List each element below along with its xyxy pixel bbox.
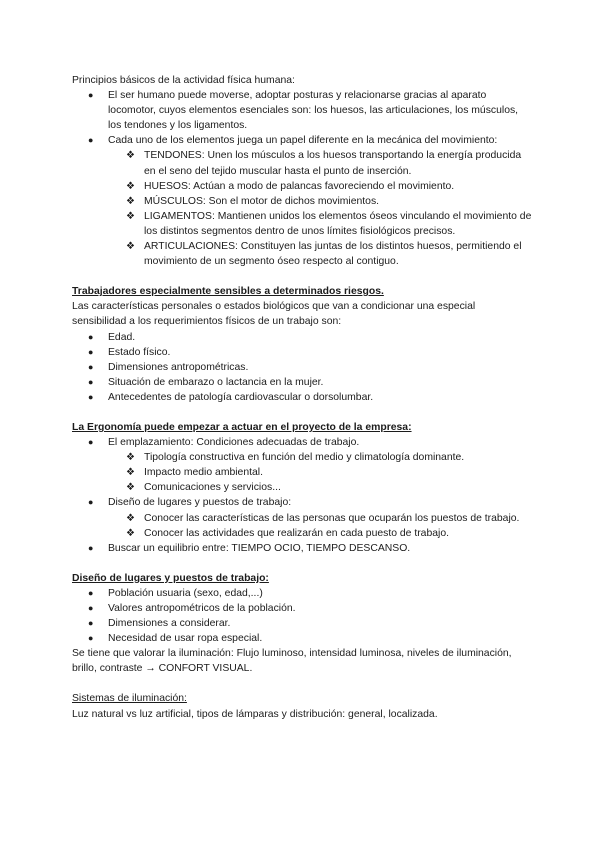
sublist [108, 511, 532, 541]
list-item-text: Dimensiones antropométricas. [108, 361, 249, 373]
section-heading-sensitive-workers: Trabajadores especialmente sensibles a determinados riesgos. [72, 286, 384, 298]
list-item-text: Estado físico. [108, 346, 171, 358]
list-item [72, 360, 532, 375]
list-item [72, 631, 532, 646]
sublist-item-text: LIGAMENTOS: Mantienen unidos los elementos óseos vinculando el movimiento de los distintos segmentos dentro de unos límites fisiológicos precisos. [144, 210, 532, 237]
diamond-icon: ❖ [126, 150, 135, 162]
diamond-icon: ❖ [126, 210, 135, 222]
bullet-icon: ● [88, 587, 94, 598]
sublist-item-text: Conocer las actividades que realizarán en cada puesto de trabajo. [144, 527, 449, 539]
intro-list [72, 88, 532, 269]
bullet-icon: ● [88, 497, 94, 508]
sublist-item-text: HUESOS: Actúan a modo de palancas favoreciendo el movimiento. [144, 180, 455, 192]
list-item [72, 375, 532, 390]
bullet-icon: ● [88, 135, 94, 146]
section-heading-ergonomics: La Ergonomía puede empezar a actuar en el proyecto de la empresa: [72, 421, 412, 433]
bullet-icon: ● [88, 618, 94, 629]
sublist-item [72, 526, 532, 541]
bullet-icon: ● [88, 603, 94, 613]
diamond-icon: ❖ [126, 467, 135, 479]
list-item-text: Diseño de lugares y puestos de trabajo: [108, 497, 292, 509]
list-item-text: Cada uno de los elementos juega un papel diferente en la mecánica del movimiento: [108, 135, 498, 147]
diamond-icon: ❖ [126, 180, 135, 192]
sublist-item-text: Tipología constructiva en función del medio y climatología dominante. [144, 452, 465, 464]
sensitive-list [72, 330, 532, 405]
list-item [72, 601, 532, 616]
ergonomics-list [72, 435, 532, 556]
section-heading-workplace-design: Diseño de lugares y puestos de trabajo: [72, 572, 269, 584]
sublist-item-text: ARTICULACIONES: Constituyen las juntas de los distintos huesos, permitiendo el movimiento de un segmento óseo respecto al contiguo. [144, 241, 522, 268]
list-item-text: Situación de embarazo o lactancia en la mujer. [108, 376, 324, 388]
lighting-systems-paragraph: Luz natural vs luz artificial, tipos de lámparas y distribución: general, localizada. [72, 708, 438, 720]
bullet-icon: ● [88, 376, 94, 387]
sublist-item [72, 209, 532, 239]
diamond-icon: ❖ [126, 482, 135, 494]
sublist-item [72, 480, 532, 495]
document-content [72, 73, 532, 722]
sublist-item [72, 511, 532, 526]
bullet-icon: ● [88, 391, 94, 402]
list-item-text: El emplazamiento: Condiciones adecuadas de trabajo. [108, 437, 360, 449]
diamond-icon: ❖ [126, 452, 135, 464]
sublist-item [72, 148, 532, 178]
list-item [72, 345, 532, 360]
list-item [72, 495, 532, 540]
diamond-icon: ❖ [126, 512, 135, 524]
diamond-icon: ❖ [126, 195, 135, 207]
list-item-text: Buscar un equilibrio entre: TIEMPO OCIO, TIEMPO DESCANSO. [108, 542, 411, 554]
list-item [72, 88, 532, 133]
bullet-icon: ● [88, 331, 94, 342]
sublist [108, 450, 532, 495]
list-item [72, 390, 532, 405]
list-item-text: Necesidad de usar ropa especial. [108, 633, 263, 645]
list-item-text: Valores antropométricos de la población. [108, 603, 296, 614]
list-item-text: Edad. [108, 331, 136, 343]
sublist-item-text: TENDONES: Unen los músculos a los huesos transportando la energía producida en el seno del tejido muscular hasta el punto de inserción. [144, 150, 522, 177]
sublist-item [72, 465, 532, 480]
list-item [72, 586, 532, 601]
sublist [108, 148, 532, 269]
bullet-icon: ● [88, 437, 94, 448]
bullet-icon: ● [88, 90, 94, 101]
sublist-item-text: Conocer las características de las personas que ocuparán los puestos de trabajo. [144, 512, 520, 524]
lighting-paragraph: Se tiene que valorar la iluminación: Flujo luminoso, intensidad luminosa, niveles de iluminación, brillo, contraste → CONFORT VISUAL. [72, 648, 512, 675]
list-item-text: Dimensiones a considerar. [108, 618, 231, 630]
sublist-item [72, 239, 532, 269]
bullet-icon: ● [88, 346, 94, 357]
sublist-item-text: Comunicaciones y servicios... [144, 482, 281, 494]
list-item [72, 616, 532, 631]
list-item-text: El ser humano puede moverse, adoptar posturas y relacionarse gracias al aparato locomotor, cuyos elementos esenciales son: los huesos, las articulaciones, los músculos, los tendones y los ligamentos. [108, 90, 519, 132]
sublist-item [72, 450, 532, 465]
sublist-item-text: Impacto medio ambiental. [144, 467, 263, 479]
sublist-item-text: MÚSCULOS: Son el motor de dichos movimientos. [144, 195, 380, 207]
sublist-item [72, 179, 532, 194]
bullet-icon: ● [88, 633, 94, 644]
list-item [72, 541, 532, 556]
intro-title: Principios básicos de la actividad física humana: [72, 75, 295, 86]
diamond-icon: ❖ [126, 241, 135, 253]
list-item [72, 330, 532, 345]
sublist-item [72, 194, 532, 209]
diamond-icon: ❖ [126, 527, 135, 539]
list-item [72, 435, 532, 495]
list-item-text: Población usuaria (sexo, edad,...) [108, 587, 263, 599]
section-paragraph: Las características personales o estados biológicos que van a condicionar una especial sensibilidad a los requerimientos físicos de un trabajo son: [72, 301, 476, 328]
bullet-icon: ● [88, 361, 94, 372]
bullet-icon: ● [88, 542, 94, 553]
list-item [72, 133, 532, 269]
list-item-text: Antecedentes de patología cardiovascular o dorsolumbar. [108, 391, 374, 403]
workplace-list [72, 586, 532, 646]
section-heading-lighting-systems: Sistemas de iluminación: [72, 693, 187, 705]
